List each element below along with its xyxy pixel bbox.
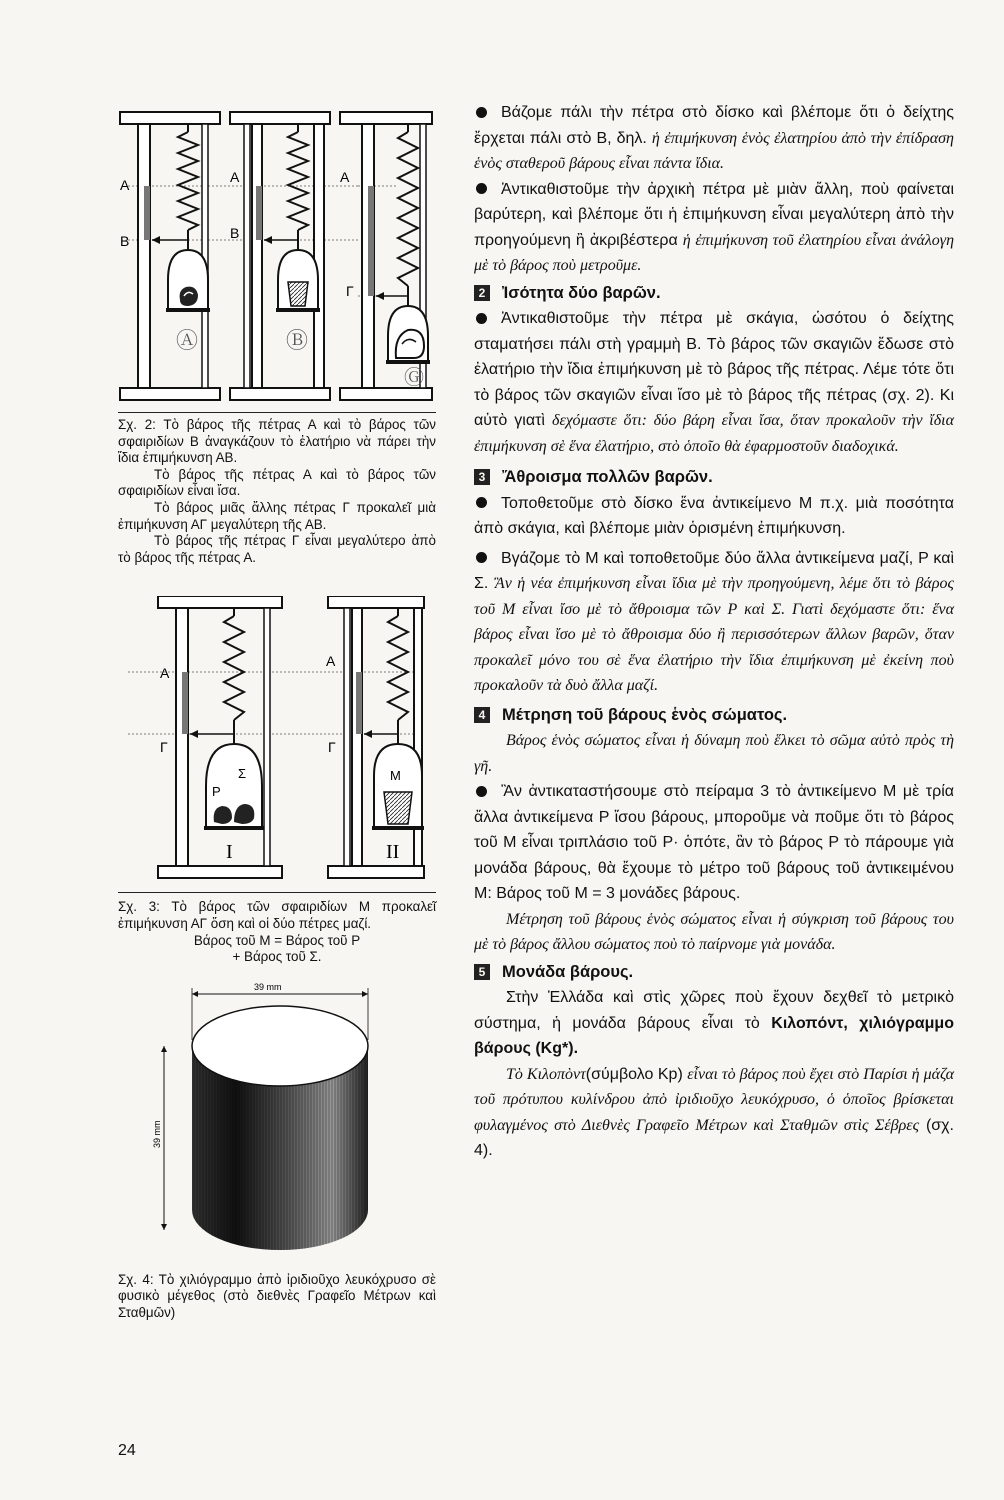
paragraph-2-italic: ἡ ἐπιμήκυνση τοῦ ἐλατηρίου εἶναι ἀνάλογη μὲ τὸ βάρος ποὺ μετροῦμε. bbox=[474, 231, 955, 274]
paragraph-3-italic: δεχόμαστε ὅτι: δύο βάρη εἶναι ἴσα, ὅταν προκαλοῦν τὴν ἴδια ἐπιμήκυνση σὲ ἕνα ἐλατήριο, στὸ ὁποῖο θὰ ἐφαρμοστοῦν διαδοχικά. bbox=[474, 412, 955, 455]
fig3-roman-2: II bbox=[386, 841, 400, 864]
section-number-badge: 3 bbox=[474, 469, 490, 485]
figure-4-kilogram-cylinder bbox=[118, 980, 436, 1268]
section-2-heading bbox=[474, 281, 954, 307]
fig2-label-a3: A bbox=[340, 169, 350, 185]
paragraph-8-italic: Μέτρηση τοῦ βάρους ἑνὸς σώματος εἶναι ἡ σύγκριση τοῦ βάρους του μὲ τὸ βάρος ἄλλου σώματος ποὺ τὸ παίρνομε γιὰ μονάδα. bbox=[474, 910, 954, 953]
scale-b bbox=[230, 112, 330, 400]
paragraph-7 bbox=[474, 779, 954, 907]
figure-2-spring-scales bbox=[118, 100, 436, 412]
bullet-icon bbox=[476, 552, 487, 563]
section-number-badge: 5 bbox=[474, 964, 490, 980]
paragraph-9-text: Στὴν Ἑλλάδα καὶ στὶς χῶρες ποὺ ἔχουν δεχθεῖ τὸ μετρικὸ σύστημα, ἡ μονάδα βάρους εἶναι τὸ bbox=[474, 989, 954, 1032]
fig3-label-g1: Γ bbox=[160, 739, 168, 756]
paragraph-5-text: Βγάζομε τὸ Μ καὶ τοποθετοῦμε δύο ἄλλα ἀντικείμενα μαζί, Ρ καὶ Σ. bbox=[474, 549, 954, 592]
section-number-badge: 4 bbox=[474, 707, 490, 723]
paragraph-3 bbox=[474, 306, 954, 459]
paragraph-9-bold: Κιλοπόντ, χιλιόγραμμο βάρους (Kg*). bbox=[474, 1014, 954, 1057]
fig2-label-g3: Γ bbox=[346, 283, 354, 299]
bullet-icon bbox=[476, 786, 487, 797]
fig3-label-g2: Γ bbox=[328, 739, 336, 756]
paragraph-6-italic: Βάρος ἑνὸς σώματος εἶναι ἡ δύναμη ποὺ ἕλκει τὸ σῶμα αὐτὸ πρὸς τὴ γῆ. bbox=[474, 732, 954, 775]
scale-c bbox=[340, 112, 432, 400]
bullet-icon bbox=[476, 107, 487, 118]
scale-a bbox=[120, 112, 220, 400]
fig3-label-a1: A bbox=[160, 665, 170, 682]
fig3-caption-line-1: Σχ. 3: Τὸ βάρος τῶν σφαιριδίων Μ προκαλεῖ ἐπιμήκυνση ΑΓ ὅση καὶ οἱ δύο πέτρες μαζί. bbox=[118, 899, 436, 931]
figure-3-spring-scales bbox=[118, 596, 436, 892]
paragraph-1 bbox=[474, 100, 954, 177]
paragraph-10 bbox=[474, 1062, 954, 1164]
section-3-title: Ἄθροισμα πολλῶν βαρῶν. bbox=[502, 468, 713, 486]
paragraph-6 bbox=[474, 728, 954, 779]
paragraph-5 bbox=[474, 546, 954, 699]
fig2-label-b1: B bbox=[120, 233, 130, 249]
paragraph-10-italic-a: Τὸ Κιλοπὸντ bbox=[506, 1065, 586, 1083]
bullet-icon bbox=[476, 313, 487, 324]
paragraph-1-text: Βάζομε πάλι τὴν πέτρα στὸ δίσκο καὶ βλέπομε ὅτι ὁ δείχτης ἔρχεται πάλι στὸ Β, δηλ. bbox=[474, 104, 954, 147]
paragraph-3-text: Ἀντικαθιστοῦμε τὴν πέτρα μὲ σκάγια, ὡσότου ὁ δείχτης σταματήσει πάλι στὴ γραμμὴ Β. Τὸ βάρος τῶν σκαγιῶν ἔδωσε στὸ ἐλατήριο τὴν ἴδια ἐπιμήκυνση μὲ τὸ βάρος τῆς πέτρας. Λέμε τότε ὅτι τὸ βάρος τῶν σκαγιῶν εἶναι ἴσο μὲ τὸ βάρος τῆς πέτρας (σχ. 2). Κι αὐτὸ γιατὶ bbox=[474, 310, 954, 429]
paragraph-10-symbol: (σύμβολο Kp) bbox=[585, 1065, 683, 1083]
fig4-dim-side: 39 mm bbox=[152, 1120, 162, 1148]
fig3-caption-line-3: + Βάρος τοῦ Σ. bbox=[232, 949, 322, 965]
fig4-caption bbox=[118, 1272, 436, 1322]
paragraph-8 bbox=[474, 907, 954, 958]
fig3-label-m: M bbox=[390, 768, 401, 784]
section-4-title: Μέτρηση τοῦ βάρους ἑνὸς σώματος. bbox=[502, 705, 788, 724]
paragraph-1-italic: ἡ ἐπιμήκυνση ἑνὸς ἐλατηρίου ἀπὸ τὴν ἐπίδραση ἑνὸς σταθεροῦ βάρους εἶναι πάντα ἴδια. bbox=[474, 129, 954, 172]
fig2-caption-line-3: Τὸ βάρος μιᾶς ἄλλης πέτρας Γ προκαλεῖ μιὰ ἐπιμήκυνση ΑΓ μεγαλύτερη τῆς ΑΒ. bbox=[118, 499, 436, 532]
fig3-rule bbox=[118, 892, 436, 893]
fig2-circle-a: Ⓐ bbox=[176, 329, 199, 354]
paragraph-9 bbox=[474, 985, 954, 1062]
section-5-title: Μονάδα βάρους. bbox=[502, 962, 634, 981]
section-number-badge: 2 bbox=[474, 285, 490, 301]
section-5-heading bbox=[474, 960, 954, 986]
fig3-label-a2: A bbox=[326, 653, 336, 670]
fig2-caption bbox=[118, 417, 436, 566]
paragraph-5-italic: Ἂν ἡ νέα ἐπιμήκυνση εἶναι ἴδια μὲ τὴν προηγούμενη, λέμε ὅτι τὸ βάρος τοῦ Μ εἶναι ἴσο μὲ τὸ ἄθροισμα τῶν Ρ καὶ Σ. Γιατὶ δεχόμαστε ὅτι: ἕνα βάρος εἶναι ἴσο μὲ τὸ ἄθροισμα δύο ἢ περισσότερων ἄλλων βαρῶν, ὅταν προκαλεῖ μόνο του σὲ ἕνα ἐλατήριο τὴν ἴδια ἐπιμήκυνση μὲ ἐκείνη ποὺ προκαλοῦν τὰ δυὸ ἄλλα μαζί. bbox=[474, 575, 954, 694]
fig2-circle-b: Ⓑ bbox=[286, 329, 309, 354]
fig2-circle-g: Ⓖ bbox=[404, 365, 424, 389]
paragraph-2-text: Ἀντικαθιστοῦμε τὴν ἀρχικὴ πέτρα μὲ μιὰν ἄλλη, ποὺ φαίνεται βαρύτερη, καὶ βλέπομε ὅτι ἡ ἐπιμήκυνση εἶναι μεγαλύτερη ἀπὸ τὴν προηγούμενη ἢ ἀκριβέστερα bbox=[474, 180, 954, 249]
section-4-heading bbox=[474, 703, 954, 729]
right-column bbox=[474, 100, 954, 1164]
bullet-icon bbox=[476, 497, 487, 508]
paragraph-10-italic-c: εἶναι τὸ βάρος ποὺ ἔχει στὸ Παρίσι ἡ μάζα τοῦ πρότυπου κυλίνδρου ἀπὸ ἰριδιοῦχο λευκόχρυσο, ὁ ὁποῖος βρίσκεται φυλαγμένος στὸ Διεθνὲς Γραφεῖο Μέτρων καὶ Σταθμῶν στὶς Σέβρες bbox=[474, 1065, 954, 1134]
fig2-label-a1: A bbox=[120, 177, 130, 193]
fig3-label-s: Σ bbox=[238, 766, 247, 782]
fig2-caption-line-2: Τὸ βάρος τῆς πέτρας Α καὶ τὸ βάρος τῶν σφαιριδίων εἶναι ἴσα. bbox=[118, 466, 436, 499]
fig3-caption-line-2: Βάρος τοῦ Μ = Βάρος τοῦ Ρ bbox=[193, 932, 361, 948]
left-column bbox=[118, 100, 436, 1322]
fig4-dim-top: 39 mm bbox=[254, 981, 282, 992]
fig2-label-a2: A bbox=[230, 169, 240, 185]
scale-i bbox=[158, 596, 282, 878]
fig3-roman-1: I bbox=[226, 841, 233, 864]
paragraph-10-ref: (σχ. 4). bbox=[474, 1116, 954, 1159]
fig4-caption-text: Σχ. 4: Τὸ χιλιόγραμμο ἀπὸ ἰριδιοῦχο λευκόχρυσο σὲ φυσικὸ μέγεθος (στὸ διεθνὲς Γραφεῖο Μέτρων καὶ Σταθμῶν) bbox=[118, 1271, 436, 1320]
fig3-label-p: P bbox=[212, 784, 221, 800]
scale-ii bbox=[328, 596, 424, 878]
paragraph-4-text: Τοποθετοῦμε στὸ δίσκο ἕνα ἀντικείμενο Μ π.χ. μιὰ ποσότητα ἀπὸ σκάγια, καὶ βλέπομε μιὰν ὁρισμένη ἐπιμήκυνση. bbox=[474, 494, 954, 537]
fig2-caption-line-1: Σχ. 2: Τὸ βάρος τῆς πέτρας Α καὶ τὸ βάρος τῶν σφαιριδίων Β ἀναγκάζουν τὸ ἐλατήριο νὰ πάρει τὴν ἴδια ἐπιμήκυνση ΑΒ. bbox=[118, 417, 436, 466]
section-3-heading bbox=[474, 465, 954, 491]
section-2-title: Ἰσότητα δύο βαρῶν. bbox=[502, 283, 661, 302]
fig2-caption-line-4: Τὸ βάρος τῆς πέτρας Γ εἶναι μεγαλύτερο ἀπὸ τὸ βάρος τῆς πέτρας Α. bbox=[118, 533, 436, 565]
fig2-label-b2: B bbox=[230, 225, 240, 241]
paragraph-7-text: Ἂν ἀντικαταστήσουμε στὸ πείραμα 3 τὸ ἀντικείμενο Μ μὲ τρία ἄλλα ἀντικείμενα Ρ ἴσου βάρους, μποροῦμε νὰ ποῦμε ὅτι τὸ βάρος τοῦ Μ εἶναι τριπλάσιο τοῦ Ρ· ὁπότε, ἂν τὸ βάρος Ρ τὸ πάρουμε γιὰ μονάδα βάρους, θὰ ἔχουμε τὸ μέτρο τοῦ βάρους τοῦ ἀντικειμένου Μ: Βάρος τοῦ Μ = 3 μονάδες βάρους. bbox=[474, 783, 954, 902]
paragraph-2 bbox=[474, 177, 954, 279]
paragraph-4 bbox=[474, 491, 954, 542]
fig2-rule bbox=[118, 412, 436, 413]
bullet-icon bbox=[476, 183, 487, 194]
fig3-caption bbox=[118, 899, 436, 965]
page-number: 24 bbox=[118, 1442, 136, 1459]
